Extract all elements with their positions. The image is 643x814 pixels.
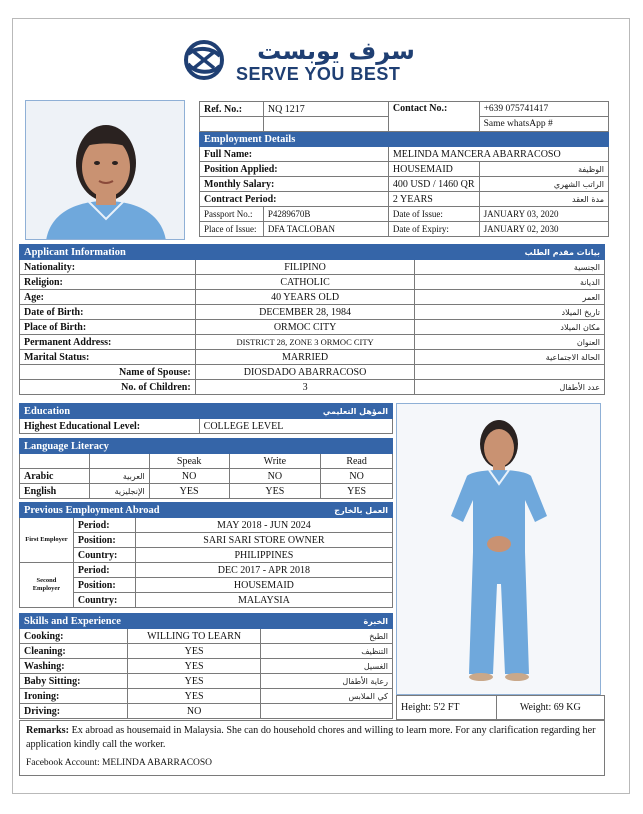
children-count-arabic: عدد الأطفال bbox=[415, 380, 605, 395]
full-body-illustration bbox=[397, 404, 601, 695]
marital-status-value: MARRIED bbox=[195, 350, 415, 365]
cleaning-value: YES bbox=[127, 644, 261, 659]
position-applied-arabic: الوظيفة bbox=[479, 162, 608, 177]
date-of-expiry-value: JANUARY 02, 2030 bbox=[479, 222, 608, 237]
ironing-arabic: كي الملابس bbox=[261, 689, 393, 704]
date-of-issue-label: Date of Issue: bbox=[388, 207, 479, 222]
position-applied-label: Position Applied: bbox=[200, 162, 389, 177]
permanent-address-value: DISTRICT 28, ZONE 3 ORMOC CITY bbox=[195, 335, 415, 350]
permanent-address-label: Permanent Address: bbox=[20, 335, 196, 350]
first-employer-period: MAY 2018 - JUN 2024 bbox=[135, 518, 392, 533]
age-value: 40 YEARS OLD bbox=[195, 290, 415, 305]
children-count-label: No. of Children: bbox=[20, 380, 196, 395]
contract-period-value: 2 YEARS bbox=[388, 192, 479, 207]
first-employer-period-label: Period: bbox=[73, 518, 135, 533]
passport-number-label: Passport No.: bbox=[200, 207, 264, 222]
education-level-value: COLLEGE LEVEL bbox=[199, 419, 392, 434]
place-of-issue-label: Place of Issue: bbox=[200, 222, 264, 237]
contact-number-note: Same whatsApp # bbox=[479, 117, 608, 132]
applicant-information-header-arabic: بيانات مقدم الطلب bbox=[524, 247, 600, 257]
baby-sitting-label: Baby Sitting: bbox=[20, 674, 128, 689]
religion-arabic: الديانة bbox=[415, 275, 605, 290]
height-weight-table bbox=[396, 695, 605, 720]
english-read-value: YES bbox=[321, 484, 393, 499]
second-employer-country-label: Country: bbox=[73, 593, 135, 608]
brand-name-arabic: سرف يوبست bbox=[257, 37, 415, 65]
contact-number-value: +639 075741417 bbox=[479, 102, 608, 117]
cleaning-arabic: التنظيف bbox=[261, 644, 393, 659]
washing-arabic: الغسيل bbox=[261, 659, 393, 674]
skills-header: Skills and Experience bbox=[24, 615, 121, 627]
brand-emblem-icon bbox=[178, 40, 230, 80]
language-column-write: Write bbox=[229, 454, 321, 469]
cooking-value: WILLING TO LEARN bbox=[127, 629, 261, 644]
date-of-issue-value: JANUARY 03, 2020 bbox=[479, 207, 608, 222]
date-of-expiry-label: Date of Expiry: bbox=[388, 222, 479, 237]
age-arabic: العمر bbox=[415, 290, 605, 305]
cooking-label: Cooking: bbox=[20, 629, 128, 644]
baby-sitting-value: YES bbox=[127, 674, 261, 689]
position-applied-value: HOUSEMAID bbox=[388, 162, 479, 177]
english-speak-value: YES bbox=[149, 484, 229, 499]
religion-label: Religion: bbox=[20, 275, 196, 290]
first-employer-title: First Employer bbox=[20, 518, 74, 563]
applicant-portrait-photo bbox=[25, 100, 185, 240]
previous-employment-header: Previous Employment Abroad bbox=[24, 504, 160, 516]
ref-number-value: NQ 1217 bbox=[263, 102, 388, 117]
ref-number-label: Ref. No.: bbox=[200, 102, 264, 117]
contract-period-arabic: مدة العقد bbox=[479, 192, 608, 207]
employment-details-table bbox=[199, 101, 609, 237]
second-employer-period-label: Period: bbox=[73, 563, 135, 578]
skills-experience-table bbox=[19, 613, 393, 719]
previous-employment-table bbox=[19, 502, 393, 608]
place-of-birth-value: ORMOC CITY bbox=[195, 320, 415, 335]
spouse-name-label: Name of Spouse: bbox=[20, 365, 196, 380]
education-header-arabic: المؤهل التعليمي bbox=[322, 406, 388, 416]
children-count-value: 3 bbox=[195, 380, 415, 395]
arabic-write-value: NO bbox=[229, 469, 321, 484]
height-value: Height: 5'2 FT bbox=[397, 696, 497, 720]
first-employer-position-label: Position: bbox=[73, 533, 135, 548]
driving-value: NO bbox=[127, 704, 261, 719]
place-of-issue-value: DFA TACLOBAN bbox=[263, 222, 388, 237]
language-literacy-table bbox=[19, 438, 393, 499]
baby-sitting-arabic: رعاية الأطفال bbox=[261, 674, 393, 689]
language-arabic-ar: العربية bbox=[89, 469, 149, 484]
marital-status-arabic: الحالة الاجتماعية bbox=[415, 350, 605, 365]
monthly-salary-value: 400 USD / 1460 QR bbox=[388, 177, 479, 192]
education-table bbox=[19, 403, 393, 434]
driving-label: Driving: bbox=[20, 704, 128, 719]
cooking-arabic: الطبخ bbox=[261, 629, 393, 644]
skills-header-arabic: الخبرة bbox=[363, 616, 388, 626]
arabic-read-value: NO bbox=[321, 469, 393, 484]
contract-period-label: Contract Period: bbox=[200, 192, 389, 207]
contact-number-label: Contact No.: bbox=[388, 102, 479, 132]
first-employer-country: PHILIPPINES bbox=[135, 548, 392, 563]
second-employer-country: MALAYSIA bbox=[135, 593, 392, 608]
portrait-illustration bbox=[26, 101, 185, 240]
monthly-salary-label: Monthly Salary: bbox=[200, 177, 389, 192]
cleaning-label: Cleaning: bbox=[20, 644, 128, 659]
nationality-arabic: الجنسية bbox=[415, 260, 605, 275]
applicant-full-body-photo bbox=[396, 403, 601, 695]
second-employer-title: Second Employer bbox=[20, 563, 74, 608]
education-level-label: Highest Educational Level: bbox=[20, 419, 200, 434]
employment-details-header: Employment Details bbox=[200, 132, 609, 147]
brand-name-english: SERVE YOU BEST bbox=[236, 64, 401, 84]
first-employer-position: SARI SARI STORE OWNER bbox=[135, 533, 392, 548]
ironing-label: Ironing: bbox=[20, 689, 128, 704]
place-of-birth-arabic: مكان الميلاد bbox=[415, 320, 605, 335]
age-label: Age: bbox=[20, 290, 196, 305]
english-write-value: YES bbox=[229, 484, 321, 499]
nationality-label: Nationality: bbox=[20, 260, 196, 275]
place-of-birth-label: Place of Birth: bbox=[20, 320, 196, 335]
previous-employment-header-arabic: العمل بالخارج bbox=[334, 505, 388, 515]
second-employer-period: DEC 2017 - APR 2018 bbox=[135, 563, 392, 578]
language-english-ar: الإنجليزية bbox=[89, 484, 149, 499]
weight-value: Weight: 69 KG bbox=[496, 696, 604, 720]
remarks-text: Ex abroad as housemaid in Malaysia. She can do household chores and willing to learn more. For any clarification regarding her application kindly call the worker. bbox=[26, 725, 596, 750]
washing-value: YES bbox=[127, 659, 261, 674]
nationality-value: FILIPINO bbox=[195, 260, 415, 275]
remarks-box bbox=[19, 720, 605, 776]
second-employer-position-label: Position: bbox=[73, 578, 135, 593]
second-employer-position: HOUSEMAID bbox=[135, 578, 392, 593]
washing-label: Washing: bbox=[20, 659, 128, 674]
ironing-value: YES bbox=[127, 689, 261, 704]
language-english-label: English bbox=[20, 484, 90, 499]
full-name-label: Full Name: bbox=[204, 148, 253, 160]
applicant-information-table bbox=[19, 244, 605, 395]
full-name-value: MELINDA MANCERA ABARRACOSO bbox=[388, 147, 608, 162]
first-employer-country-label: Country: bbox=[73, 548, 135, 563]
facebook-account: Facebook Account: MELINDA ABARRACOSO bbox=[26, 758, 213, 768]
applicant-information-header: Applicant Information bbox=[24, 246, 126, 258]
arabic-speak-value: NO bbox=[149, 469, 229, 484]
remarks-label: Remarks: bbox=[26, 725, 70, 736]
date-of-birth-value: DECEMBER 28, 1984 bbox=[195, 305, 415, 320]
spouse-name-value: DIOSDADO ABARRACOSO bbox=[195, 365, 415, 380]
language-column-read: Read bbox=[321, 454, 393, 469]
language-column-speak: Speak bbox=[149, 454, 229, 469]
language-literacy-header: Language Literacy bbox=[20, 439, 393, 454]
language-arabic-label: Arabic bbox=[20, 469, 90, 484]
permanent-address-arabic: العنوان bbox=[415, 335, 605, 350]
passport-number-value: P4289670B bbox=[263, 207, 388, 222]
marital-status-label: Marital Status: bbox=[20, 350, 196, 365]
monthly-salary-arabic: الراتب الشهري bbox=[479, 177, 608, 192]
date-of-birth-label: Date of Birth: bbox=[20, 305, 196, 320]
date-of-birth-arabic: تاريخ الميلاد bbox=[415, 305, 605, 320]
religion-value: CATHOLIC bbox=[195, 275, 415, 290]
education-header: Education bbox=[24, 405, 71, 417]
brand-logo bbox=[178, 38, 448, 86]
